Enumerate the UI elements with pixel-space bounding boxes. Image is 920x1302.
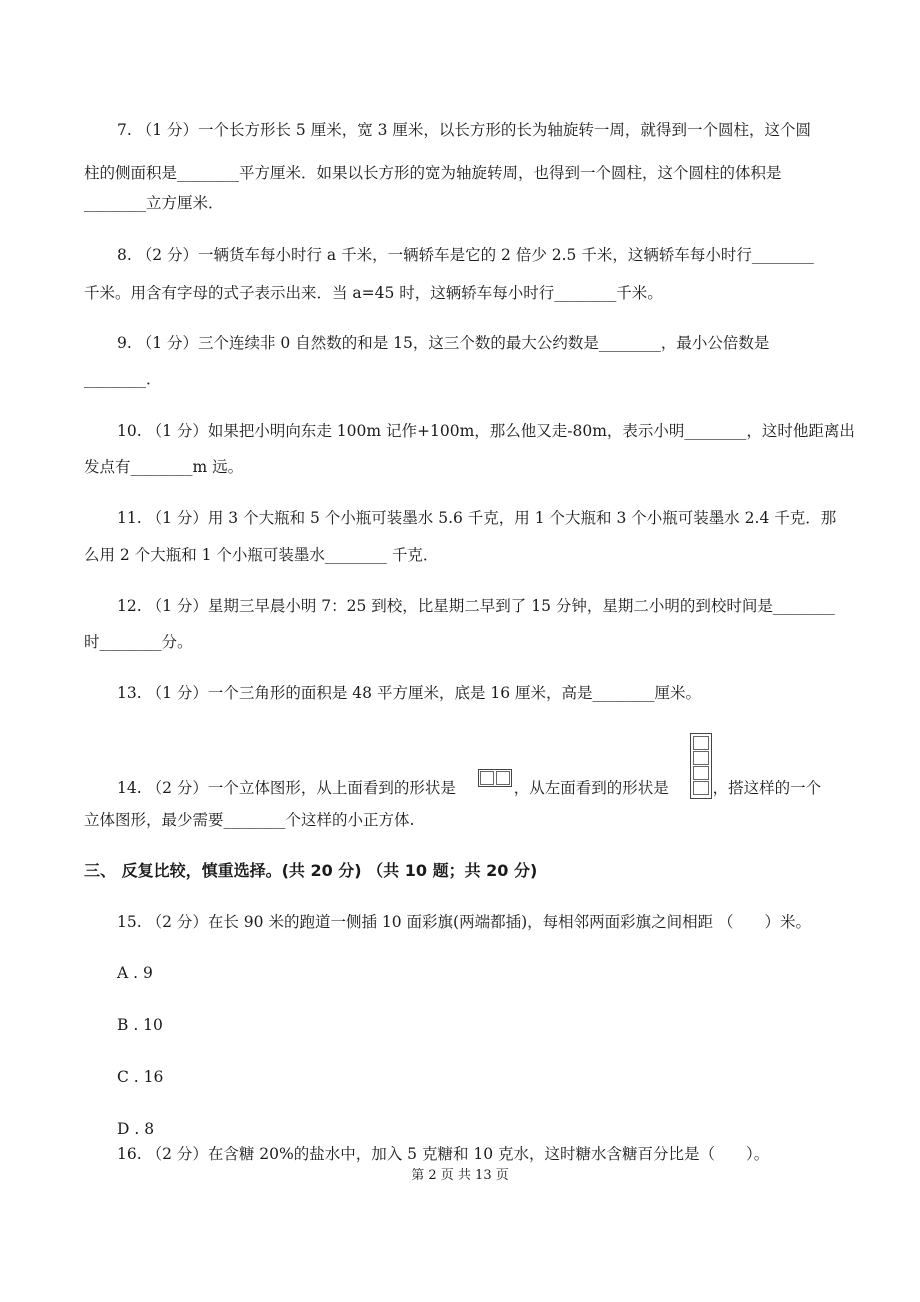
- q11-line-1: 11. （1 分）用 3 个大瓶和 5 个小瓶可装墨水 5.6 千克，用 1 个大瓶和 3 个小瓶可装墨水 2.4 千克．那: [117, 509, 837, 527]
- left-view-figure: [690, 733, 712, 799]
- q15-option-b[interactable]: B . 10: [117, 1016, 163, 1034]
- q16-stem: 16. （2 分）在含糖 20%的盐水中，加入 5 克糖和 10 克水，这时糖水含糖百分比是（ ）。: [117, 1145, 770, 1163]
- q10-line-2: 发点有________m 远。: [84, 458, 244, 476]
- q15-stem: 15. （2 分）在长 90 米的跑道一侧插 10 面彩旗(两端都插)，每相邻两面彩旗之间相距 （ ）米。: [117, 913, 812, 931]
- q15-option-c[interactable]: C . 16: [117, 1068, 164, 1086]
- q15-option-a[interactable]: A . 9: [117, 964, 153, 982]
- section-3-title: 三、 反复比较，慎重选择。(共 20 分) （共 10 题；共 20 分): [84, 861, 538, 880]
- q7-line-2: 柱的侧面积是________平方厘米．如果以长方形的宽为轴旋转周，也得到一个圆柱，这个圆柱的体积是: [84, 164, 782, 182]
- q14-line-1: [117, 778, 821, 798]
- q11-line-2: 么用 2 个大瓶和 1 个小瓶可装墨水________ 千克．: [84, 546, 439, 564]
- q14-text-part2: ，从左面看到的形状是: [513, 779, 669, 797]
- q13-line-1: 13. （1 分）一个三角形的面积是 48 平方厘米，底是 16 厘米，高是________厘米。: [117, 684, 702, 702]
- q8-line-2: 千米。用含有字母的式子表示出来．当 a=45 时，这辆轿车每小时行________千米。: [84, 284, 663, 302]
- q9-line-1: 9. （1 分）三个连续非 0 自然数的和是 15，这三个数的最大公约数是________，最小公倍数是: [117, 334, 770, 352]
- q8-line-1: 8. （2 分）一辆货车每小时行 a 千米，一辆轿车是它的 2 倍少 2.5 千米，这辆轿车每小时行________: [117, 246, 814, 264]
- q10-line-1: 10. （1 分）如果把小明向东走 100m 记作+100m，那么他又走-80m，表示小明________，这时他距离出: [117, 422, 855, 440]
- top-view-figure: [478, 769, 512, 787]
- page-footer: 第 2 页 共 13 页: [411, 1168, 509, 1183]
- q14-line-2: 立体图形，最少需要________个这样的小正方体.: [84, 811, 415, 829]
- q12-line-1: 12. （1 分）星期三早晨小明 7：25 到校，比星期二早到了 15 分钟，星期二小明的到校时间是________: [117, 597, 835, 615]
- q9-line-2: ________．: [84, 370, 162, 388]
- q15-option-d[interactable]: D . 8: [117, 1120, 155, 1138]
- q14-text-part3: ，搭这样的一个: [712, 779, 822, 797]
- q7-line-3: ________立方厘米．: [84, 194, 224, 212]
- q7-line-1: 7. （1 分）一个长方形长 5 厘米，宽 3 厘米，以长方形的长为轴旋转一周，就得到一个圆柱，这个圆: [117, 121, 811, 139]
- q12-line-2: 时________分。: [84, 633, 193, 651]
- q14-text-part1: 14. （2 分）一个立体图形，从上面看到的形状是: [117, 779, 456, 797]
